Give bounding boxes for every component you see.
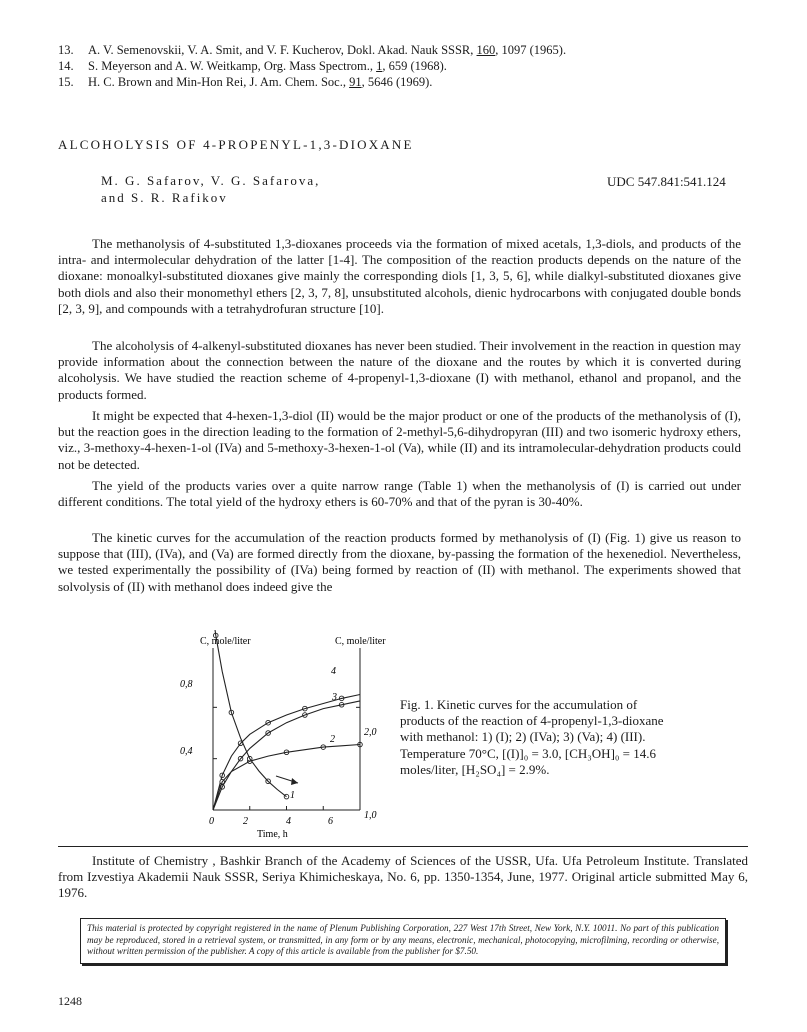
article-title: ALCOHOLYSIS OF 4-PROPENYL-1,3-DIOXANE: [58, 137, 414, 152]
body-paragraph: The methanolysis of 4-substituted 1,3-dioxanes proceeds via the formation of mixed acetals, 1,3-diols, and products of the intra- and intermolecular dehydration of the latter [1-4]. The composition of the reaction products depends on the nature of the dioxane: monoalkyl-substituted dioxanes give mainly the corresponding diols [1, 3, 5, 6], while dialkyl-substituted dioxanes give both diols and also their monomethyl ethers [2, 3, 7, 8], unsubstituted alcohols, dienic hydrocarbons with conjugated double bonds [2, 3, 9], and compounds with a tetrahydrofuran structure [10].: [58, 236, 741, 316]
reference-item: [58, 58, 758, 74]
page-number: 1248: [58, 994, 82, 1008]
udc-code: UDC 547.841:541.124: [607, 174, 726, 189]
curve-label: 3: [332, 692, 337, 703]
affiliation-note: Institute of Chemistry , Bashkir Branch of the Academy of Sciences of the USSR, Ufa. Ufa Petroleum Institute. Translated from Izvestiya Akademii Nauk SSSR, Seriya Khimicheskaya, No. 6, pp. 1350-1354, June, 1977. Original article submitted May 6, 1976.: [58, 853, 748, 901]
reference-number: 13.: [58, 43, 74, 57]
x-tick-label: 4: [286, 816, 291, 827]
reference-item: [58, 74, 758, 90]
reference-item: [58, 42, 758, 58]
reference-text: A. V. Semenovskii, V. A. Smit, and V. F. Kucherov, Dokl. Akad. Nauk SSSR, 160, 1097 (1965).: [88, 43, 567, 57]
reference-list: [58, 42, 758, 90]
arrow-line: [276, 776, 298, 783]
x-axis-label: Time, h: [257, 829, 288, 840]
body-paragraph: The yield of the products varies over a quite narrow range (Table 1) when the methanolysis of (I) is carried out under different conditions. The total yield of the hydroxy ethers is 60-70% and that of the pyran is 30-40%.: [58, 478, 741, 510]
reference-number: 15.: [58, 75, 74, 89]
curve-label: 4: [331, 666, 336, 677]
reference-text: H. C. Brown and Min-Hon Rei, J. Am. Chem. Soc., 91, 5646 (1969).: [88, 75, 433, 89]
copyright-notice: This material is protected by copyright registered in the name of Plenum Publishing Corporation, 227 West 17th Street, New York, N.Y. 10011. No part of this publication may be reproduced, stored in a retrieval system, or transmitted, in any form or by any means, electronic, mechanical, photocopying, microfilming, recording or otherwise, without written permission of the publisher. A copy of this article is available from the publisher for $7.50.: [80, 918, 726, 964]
body-paragraph: The alcoholysis of 4-alkenyl-substituted dioxanes has never been studied. Their involvement in the reaction in question may provide information about the connection between the nature of the dioxane and the routes by which it is converted during alcoholysis. We have studied the reaction scheme of 4-propenyl-1,3-dioxane (I) with methanol, ethanol and propanol, and the products formed.: [58, 338, 741, 402]
curve-label: 1: [290, 790, 295, 801]
x-tick-label: 0: [209, 816, 214, 827]
body-paragraph: The kinetic curves for the accumulation of the reaction products formed by methanolysis of (I) (Fig. 1) give us reason to suppose that (III), (IVa), and (Va) are formed directly from the dioxane, by-passing the formation of the hexenediol. Nevertheless, we tested experimentally the possibility of (IVa) being formed by reaction of (II) with methanol. The experiments showed that solvolysis of (II) with methanol does indeed give the: [58, 530, 741, 594]
reference-number: 14.: [58, 59, 74, 73]
series-line-3: [213, 701, 360, 810]
figure-caption: Fig. 1. Kinetic curves for the accumulation of products of the reaction of 4-propenyl-1,3-dioxane with methanol: 1) (I); 2) (IVa); 3) (Va); 4) (III). Temperature 70°C, [(I)]₀ = 3.0, [CH₃OH]₀ = 14.6 moles/liter, [H₂SO₄] = 2.9%.: [400, 697, 664, 777]
left-tick-label: 0,8: [180, 679, 193, 690]
chart-svg: [180, 630, 395, 845]
kinetic-chart: [180, 630, 395, 845]
right-axis-label: C, mole/liter: [335, 636, 386, 647]
authors-line: M. G. Safarov, V. G. Safarova,: [101, 173, 321, 188]
divider: [58, 846, 748, 847]
left-tick-label: 0,4: [180, 746, 193, 757]
body-paragraph: It might be expected that 4-hexen-1,3-diol (II) would be the major product or one of the products of the methanolysis of (I), but the reaction goes in the direction leading to the formation of 2-methyl-5,6-dihydropyran (III) and two isomeric hydroxy ethers, viz., 3-methoxy-4-hexen-1-ol (IVa) and 5-methoxy-3-hexen-1-ol (Va), while (II) and its intramolecular-dehydration products could not be detected.: [58, 408, 741, 472]
author-list: [101, 172, 320, 206]
x-tick-label: 2: [243, 816, 248, 827]
right-tick-label: 1,0: [364, 810, 377, 821]
curve-label: 2: [330, 734, 335, 745]
authors-line: and S. R. Rafikov: [101, 190, 228, 205]
x-tick-label: 6: [328, 816, 333, 827]
left-axis-label: C, mole/liter: [200, 636, 251, 647]
right-tick-label: 2,0: [364, 727, 377, 738]
reference-text: S. Meyerson and A. W. Weitkamp, Org. Mass Spectrom., 1, 659 (1968).: [88, 59, 447, 73]
